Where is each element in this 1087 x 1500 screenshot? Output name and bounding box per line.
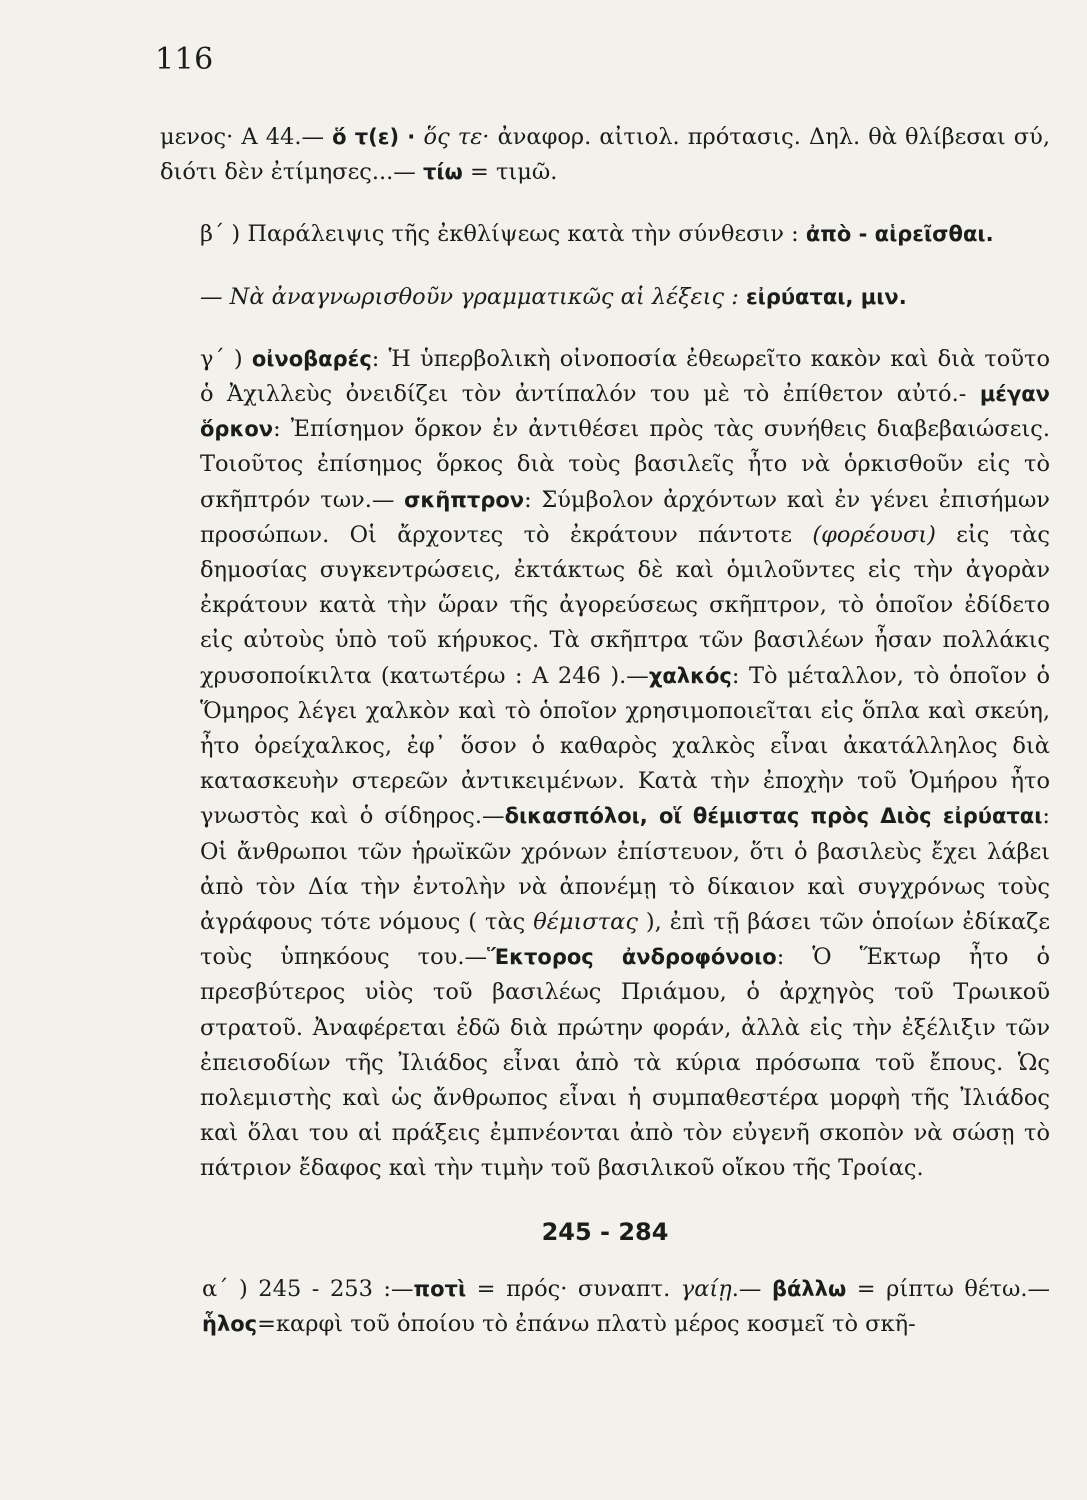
- text: : Σύμβολον ἀρχόντων καὶ ἐν γένει ἐπισήμων προσώπων. Οἱ ἄρχοντες τὸ ἐκράτουν πάντοτε: [200, 486, 1050, 548]
- lemma: Ἕκτορος ἀνδροφόνοιο: [486, 945, 777, 970]
- lemma: οἰνοβαρές: [251, 346, 372, 371]
- text: εἰς τὰς δημοσίας συγκεντρώσεις, ἐκτάκτως δὲ καὶ ὁμιλοῦντες εἰς τὴν ἀγορὰν ἐκράτουν κατὰ τὴν ὥραν τῆς ἀγορεύσεως σκῆπτρον, τὸ ὁποῖον ἐδίδετο εἰς αὐτοὺς ὑπὸ τοῦ κήρυκος. Τὰ σκῆπτρα τῶν βασιλέων ἦσαν πολλάκις χρυσοποίκιλτα (κατωτέρω : Α 246 ).—: [200, 521, 1050, 689]
- text: γ΄ ): [200, 345, 252, 372]
- lemma: εἰρύαται, μιν.: [745, 284, 907, 309]
- text: : Οἱ ἄνθρωποι τῶν ἡρωϊκῶν χρόνων ἐπίστευον, ὅτι ὁ βασιλεὺς ἔχει λάβει ἀπὸ τὸν Δία τὴν ἐντολὴν νὰ ἀπονέμῃ τὸ δίκαιον καὶ συγχρόνως τοὺς ἀγράφους τότε νόμους ( τὰς: [200, 803, 1050, 936]
- text: μενος· Α 44.—: [160, 124, 333, 150]
- paragraph-5: [160, 1272, 1050, 1342]
- lemma: τίω: [422, 160, 463, 185]
- italic-text: θέμιστας: [533, 909, 638, 936]
- lemma: βάλλω: [771, 1276, 847, 1301]
- text: = τιμῶ.: [462, 159, 558, 186]
- text: ), ἐπὶ τῇ βάσει τῶν ὁποίων ἐδίκαζε τοὺς ὑπηκόους του.—: [200, 909, 1050, 971]
- text: = ρίπτω θέτω.—: [846, 1275, 1050, 1302]
- lemma: ἧλος: [202, 1312, 258, 1337]
- lemma: ποτὶ: [413, 1276, 467, 1301]
- lemma: σκῆπτρον: [404, 487, 525, 512]
- paragraph-4: [160, 342, 1050, 1187]
- text: : Ἡ ὑπερβολικὴ οἰνοποσία ἐθεωρεῖτο κακὸν καὶ διὰ τοῦτο ὁ Ἀχιλλεὺς ὀνειδίζει τὸν ἀντίπαλόν του μὲ τὸ ἐπίθετον αὐτό.-: [200, 345, 1051, 408]
- italic-text: γαίῃ: [680, 1275, 732, 1302]
- text: α΄ ) 245 - 253 :—: [202, 1275, 414, 1302]
- paragraph-1: [160, 120, 1050, 190]
- lemma: δικασπόλοι, οἵ θέμιστας πρὸς Διὸς εἰρύαται: [504, 804, 1043, 829]
- italic-text: ὅς τε·: [423, 124, 498, 150]
- text: : Ἐπίσημον ὅρκον ἐν ἀντιθέσει πρὸς τὰς συνήθεις διαβεβαιώσεις. Τοιοῦτος ἐπίσημος ὅρκος διὰ τοὺς βασιλεῖς ἦτο νὰ ὁρκισθοῦν εἰς τὸ σκῆπτρόν των.—: [200, 416, 1050, 513]
- section-title: 245 - 284: [541, 1217, 669, 1246]
- paragraph-2: [160, 217, 1050, 252]
- lemma: χαλκός: [648, 663, 732, 688]
- italic-text: (φορέουσι): [812, 521, 936, 548]
- page-number: 116: [155, 42, 214, 77]
- lemma: ἀπὸ - αἱρεῖσθαι.: [805, 222, 994, 247]
- paragraph-3: [160, 280, 1050, 315]
- italic-text: — Νὰ ἀναγνωρισθοῦν γραμματικῶς αἱ λέξεις :: [200, 283, 746, 310]
- text: .—: [731, 1275, 772, 1302]
- text: =καρφὶ τοῦ ὁποίου τὸ ἐπάνω πλατὺ μέρος κοσμεῖ τὸ σκῆ-: [257, 1311, 916, 1338]
- body-text: [160, 120, 1050, 1342]
- text: ἀναφορ. αἰτιολ. πρότασις. Δηλ. θὰ θλίβεσαι σύ, διότι δὲν ἐτίμησες...—: [160, 124, 1050, 186]
- text: : Ὁ Ἕκτωρ ἦτο ὁ πρεσβύτερος υἱὸς τοῦ βασιλέως Πριάμου, ὁ ἀρχηγὸς τοῦ Τρωικοῦ στρατοῦ. Ἀναφέρεται ἐδῶ διὰ πρώτην φοράν, ἀλλὰ εἰς τὴν ἐξέλιξιν τῶν ἐπεισοδίων τῆς Ἰλιάδος εἶναι ἀπὸ τὰ κύρια πρόσωπα τοῦ ἔπους. Ὡς πολεμιστὴς καὶ ὡς ἄνθρωπος εἶναι ἡ συμπαθεστέρα μορφὴ τῆς Ἰλιάδος καὶ ὅλαι του αἱ πράξεις ἐμπνέονται ἀπὸ τὸν εὐγενῆ σκοπὸν νὰ σώσῃ τὸ πάτριον ἔδαφος καὶ τὴν τιμὴν τοῦ βασιλικοῦ οἴκου τῆς Τροίας.: [200, 944, 1050, 1182]
- lemma: ὅ τ(ε) ·: [332, 125, 424, 149]
- text: : Τὸ μέταλλον, τὸ ὁποῖον ὁ Ὅμηρος λέγει χαλκὸν καὶ τὸ ὁποῖον χρησιμοποιεῖται εἰς ὅπλα καὶ σκεύη, ἦτο ὀρείχαλκος, ἐφ᾽ ὅσον ὁ καθαρὸς χαλκὸς εἶναι ἀκατάλληλος διὰ κατασκευὴν στερεῶν ἀντικειμένων. Κατὰ τὴν ἐποχὴν τοῦ Ὁμήρου ἦτο γνωστὸς καὶ ὁ σίδηρος.—: [200, 662, 1050, 830]
- text: = πρός· συναπτ.: [466, 1275, 681, 1302]
- text: β΄ ) Παράλειψις τῆς ἐκθλίψεως κατὰ τὴν σύνθεσιν :: [200, 221, 806, 248]
- lemma: μέγαν ὅρκον: [200, 382, 1050, 442]
